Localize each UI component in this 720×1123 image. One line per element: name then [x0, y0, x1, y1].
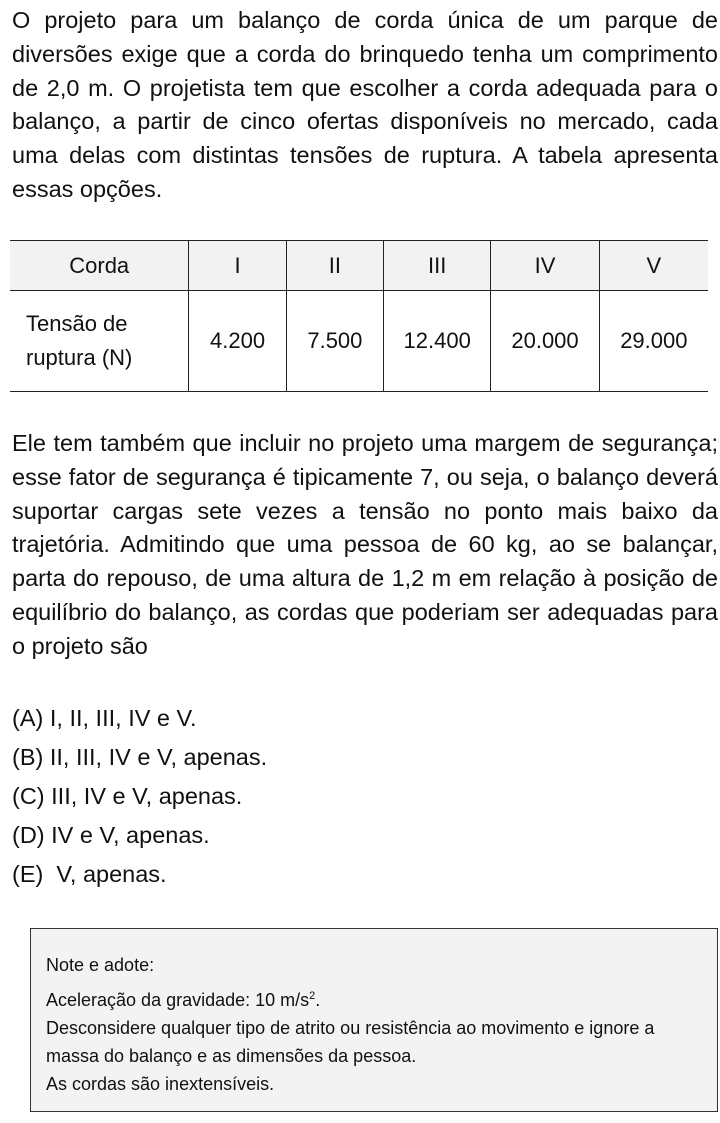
header-corda: Corda: [10, 241, 189, 291]
header-col-5: V: [599, 241, 708, 291]
header-col-2: II: [286, 241, 383, 291]
intro-paragraph: O projeto para um balanço de corda única de um parque de diversões exige que a corda do brinquedo tenha um comprimento de 2,0 m. O projetista tem que escolher a corda adequada para o balanço, a partir de cinco ofertas disponíveis no mercado, cada uma delas com distintas tensões de ruptura. A tabela apresenta essas opções.: [12, 7, 718, 202]
note-ropes: As cordas são inextensíveis.: [46, 1074, 275, 1094]
note-box: [30, 928, 718, 1112]
option-a[interactable]: (A) I, II, III, IV e V.: [12, 705, 197, 731]
problem-paragraph: Ele tem também que incluir no projeto uma margem de segurança; esse fator de segurança é tipicamente 7, ou seja, o balanço deverá suportar cargas sete vezes a tensão no ponto mais baixo da trajetória. Admitindo que uma pessoa de 60 kg, ao se balançar, parta do repouso, de uma altura de 1,2 m em relação à posição de equilíbrio do balanço, as cordas que poderiam ser adequadas para o projeto são: [12, 430, 718, 659]
note-gravity: [46, 986, 703, 1014]
header-col-1: I: [189, 241, 286, 291]
gravity-exponent: 2: [309, 990, 316, 1002]
table-header-row: [10, 241, 708, 291]
gravity-text: Aceleração da gravidade: 10 m/s: [46, 990, 310, 1010]
header-col-3: III: [384, 241, 491, 291]
value-cell-3: 12.400: [384, 291, 491, 392]
note-friction: Desconsidere qualquer tipo de atrito ou resistência ao movimento e ignore a massa do balanço e as dimensões da pessoa.: [46, 1018, 655, 1066]
rope-options-table: [10, 240, 708, 392]
value-cell-4: 20.000: [491, 291, 599, 392]
table-row: [10, 291, 708, 392]
option-d[interactable]: (D) IV e V, apenas.: [12, 822, 210, 848]
header-col-4: IV: [491, 241, 599, 291]
value-cell-5: 29.000: [599, 291, 708, 392]
option-e[interactable]: (E) V, apenas.: [12, 861, 167, 887]
option-b[interactable]: (B) II, III, IV e V, apenas.: [12, 744, 268, 770]
value-cell-1: 4.200: [189, 291, 286, 392]
row-label-tensao: Tensão de ruptura (N): [10, 291, 189, 392]
note-title: Note e adote:: [46, 955, 155, 975]
option-c[interactable]: (C) III, IV e V, apenas.: [12, 783, 243, 809]
answer-options: [12, 700, 267, 895]
value-cell-2: 7.500: [286, 291, 383, 392]
gravity-end: .: [315, 990, 321, 1010]
